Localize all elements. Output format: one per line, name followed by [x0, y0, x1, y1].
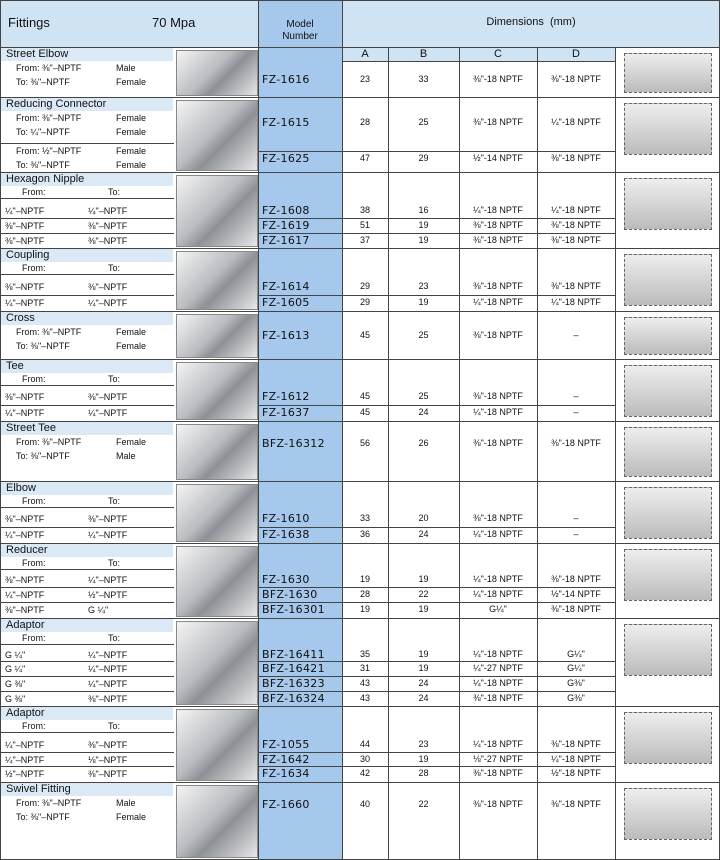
model-header-line1: Model: [286, 19, 314, 30]
dim-value-b: 19: [418, 649, 429, 659]
model-number: FZ-1619: [262, 219, 310, 232]
dimension-diagram: [624, 624, 712, 676]
dimension-diagram: [624, 427, 712, 477]
model-number: BFZ-16324: [262, 692, 325, 705]
row-divider: [258, 766, 615, 767]
dim-value-b: 19: [418, 220, 429, 230]
dim-value-c: G¼": [489, 604, 507, 614]
to-size: ¼"–NPTF: [88, 679, 128, 689]
dim-col-header-a: A: [361, 48, 369, 60]
model-number: FZ-1630: [262, 573, 310, 586]
to-column-label: To:: [108, 721, 121, 731]
dim-value-d: G⅜": [567, 678, 585, 688]
dim-value-b: 29: [418, 153, 429, 163]
row-divider: [0, 507, 174, 508]
model-number: FZ-1625: [262, 152, 310, 165]
from-size: ¼"–NPTF: [5, 755, 45, 765]
dimensions-unit: (mm): [549, 16, 576, 28]
to-end-type: Female: [116, 341, 147, 351]
to-size: ¼"–NPTF: [88, 650, 128, 660]
to-size: ⅜"–NPTF: [88, 769, 128, 779]
dim-value-d: –: [573, 529, 579, 539]
row-divider: [0, 143, 174, 144]
dim-value-a: 45: [359, 330, 370, 340]
dimension-diagram: [624, 317, 712, 355]
dim-value-c: ¼"-18 NPTF: [473, 649, 523, 659]
model-number: FZ-1613: [262, 329, 310, 342]
dim-value-b: 19: [418, 574, 429, 584]
to-size: G ¼": [88, 605, 109, 615]
dim-value-a: 40: [359, 799, 370, 809]
model-number: FZ-1634: [262, 767, 310, 780]
from-column-label: From:: [22, 374, 46, 384]
dim-value-d: ⅜"-18 NPTF: [551, 574, 601, 584]
row-divider: [0, 587, 174, 588]
row-divider: [0, 602, 174, 603]
section-title: Street Tee: [6, 422, 56, 434]
to-end-type: Female: [116, 160, 147, 170]
from-column-label: From:: [22, 558, 46, 568]
pressure-rating: 70 Mpa: [152, 15, 196, 30]
fitting-photo: [176, 709, 258, 781]
row-divider: [258, 527, 615, 528]
row-divider: [0, 274, 174, 275]
dim-value-c: ¼"-18 NPTF: [473, 678, 523, 688]
dim-value-a: 43: [359, 678, 370, 688]
dim-value-b: 25: [418, 391, 429, 401]
to-size: ¼"–NPTF: [88, 530, 128, 540]
row-divider: [0, 405, 174, 406]
model-number: FZ-1616: [262, 73, 310, 86]
dim-value-a: 19: [359, 574, 370, 584]
from-end-type: Female: [116, 113, 147, 123]
from-size: ¼"–NPTF: [5, 530, 45, 540]
to-size: ¼"–NPTF: [88, 298, 128, 308]
from-column-label: From:: [22, 263, 46, 273]
dim-value-c: ¼"-18 NPTF: [473, 589, 523, 599]
dim-value-b: 25: [418, 330, 429, 340]
from-size: ⅜"–NPTF: [5, 392, 45, 402]
dim-value-c: ¼"-27 NPTF: [473, 663, 523, 673]
dim-col-divider: [459, 47, 460, 859]
dim-value-a: 28: [359, 117, 370, 127]
row-divider: [0, 295, 174, 296]
fittings-title: Fittings: [8, 15, 50, 30]
from-size: ⅜"–NPTF: [5, 282, 45, 292]
dimensions-label: Dimensions: [486, 16, 544, 28]
dim-value-d: ¼"-18 NPTF: [551, 297, 601, 307]
to-size: To: ⅜"–NPTF: [16, 812, 70, 822]
row-divider: [0, 527, 174, 528]
dim-value-b: 22: [418, 589, 429, 599]
fitting-photo: [176, 546, 258, 617]
dim-value-c: ⅜"-18 NPTF: [473, 330, 523, 340]
dim-value-c: ⅜"-18 NPTF: [473, 235, 523, 245]
to-size: ⅜"–NPTF: [88, 236, 128, 246]
dim-value-c: ⅜"-18 NPTF: [473, 220, 523, 230]
to-size: ¼"–NPTF: [88, 575, 128, 585]
from-size: ⅜"–NPTF: [5, 605, 45, 615]
dim-value-c: ¼"-18 NPTF: [473, 739, 523, 749]
to-end-type: Female: [116, 127, 147, 137]
to-size: ⅜"–NPTF: [88, 392, 128, 402]
to-column-label: To:: [108, 633, 121, 643]
dim-value-d: ⅜"-18 NPTF: [551, 235, 601, 245]
dim-value-a: 43: [359, 693, 370, 703]
model-number: FZ-1614: [262, 280, 310, 293]
section-title: Adaptor: [6, 619, 45, 631]
dim-value-a: 38: [359, 205, 370, 215]
row-divider: [258, 602, 615, 603]
to-size: To: ⅜"–NPTF: [16, 160, 70, 170]
to-size: ⅜"–NPTF: [88, 740, 128, 750]
model-number: FZ-1660: [262, 798, 310, 811]
dim-col-header-b: B: [419, 48, 428, 60]
dim-value-d: ⅜"-18 NPTF: [551, 604, 601, 614]
dim-value-c: ¼"-18 NPTF: [473, 297, 523, 307]
row-divider: [258, 691, 615, 692]
from-size: G ⅜": [5, 694, 26, 704]
to-column-label: To:: [108, 558, 121, 568]
from-size: ¼"–NPTF: [5, 206, 45, 216]
dim-value-b: 19: [418, 663, 429, 673]
dim-value-b: 24: [418, 678, 429, 688]
dim-value-b: 24: [418, 407, 429, 417]
section-title: Adaptor: [6, 707, 45, 719]
to-size: To: ¼"–NPTF: [16, 127, 70, 137]
dim-col-divider: [388, 47, 389, 859]
dim-value-a: 47: [359, 153, 370, 163]
dim-value-d: –: [573, 330, 579, 340]
from-size: ¼"–NPTF: [5, 298, 45, 308]
dim-value-c: ⅜"-18 NPTF: [473, 438, 523, 448]
from-size: From: ⅜"–NPTF: [16, 327, 82, 337]
from-end-type: Male: [116, 798, 136, 808]
dim-value-c: ¼"-18 NPTF: [473, 205, 523, 215]
dim-value-c: ⅜"-18 NPTF: [473, 391, 523, 401]
from-size: ⅜"–NPTF: [5, 236, 45, 246]
dim-value-a: 31: [359, 663, 370, 673]
from-size: ⅜"–NPTF: [5, 514, 45, 524]
dim-value-d: ⅜"-18 NPTF: [551, 74, 601, 84]
dim-value-a: 29: [359, 297, 370, 307]
dim-value-a: 37: [359, 235, 370, 245]
row-divider: [0, 569, 174, 570]
dim-value-d: G⅜": [567, 693, 585, 703]
row-divider: [0, 218, 174, 219]
row-divider: [258, 405, 615, 406]
dim-value-c: ½"-14 NPTF: [473, 153, 523, 163]
to-size: ¼"–NPTF: [88, 408, 128, 418]
dim-value-c: ⅛"-27 NPTF: [473, 754, 523, 764]
dim-value-a: 51: [359, 220, 370, 230]
model-number: FZ-1610: [262, 512, 310, 525]
to-size: ⅜"–NPTF: [88, 514, 128, 524]
fitting-photo: [176, 100, 258, 171]
to-end-type: Female: [116, 77, 147, 87]
row-divider: [258, 295, 615, 296]
dim-col-header-c: C: [494, 48, 502, 60]
to-size: ¼"–NPTF: [88, 664, 128, 674]
from-column-label: From:: [22, 721, 46, 731]
dim-value-c: ⅜"-18 NPTF: [473, 281, 523, 291]
row-divider: [258, 661, 615, 662]
from-end-type: Female: [116, 146, 147, 156]
dimension-diagram: [624, 788, 712, 840]
dim-value-a: 29: [359, 281, 370, 291]
to-size: ⅛"–NPTF: [88, 755, 128, 765]
to-end-type: Male: [116, 451, 136, 461]
section-title: Cross: [6, 312, 35, 324]
model-number: FZ-1055: [262, 738, 310, 751]
dim-value-d: ½"-14 NPTF: [551, 589, 601, 599]
dim-value-c: ¼"-18 NPTF: [473, 407, 523, 417]
model-number: BFZ-16301: [262, 603, 325, 616]
dim-value-b: 19: [418, 235, 429, 245]
from-column-label: From:: [22, 633, 46, 643]
to-size: ⅜"–NPTF: [88, 282, 128, 292]
dim-col-divider: [537, 47, 538, 859]
dim-value-a: 44: [359, 739, 370, 749]
from-size: From: ½"–NPTF: [16, 146, 82, 156]
row-divider: [0, 732, 174, 733]
dim-value-d: ¼"-18 NPTF: [551, 117, 601, 127]
to-column-label: To:: [108, 187, 121, 197]
dim-value-c: ⅜"-18 NPTF: [473, 513, 523, 523]
fitting-photo: [176, 362, 258, 420]
row-divider: [258, 218, 615, 219]
row-divider: [258, 587, 615, 588]
model-number: FZ-1612: [262, 390, 310, 403]
dim-value-b: 20: [418, 513, 429, 523]
dim-value-d: ⅜"-18 NPTF: [551, 739, 601, 749]
section-title: Elbow: [6, 482, 36, 494]
dimension-diagram: [624, 254, 712, 306]
dim-value-a: 30: [359, 754, 370, 764]
fitting-photo: [176, 424, 258, 480]
model-number: BFZ-16421: [262, 662, 325, 675]
dim-value-a: 45: [359, 391, 370, 401]
section-title: Street Elbow: [6, 48, 69, 60]
dim-value-d: ¼"-18 NPTF: [551, 205, 601, 215]
dim-value-d: ⅜"-18 NPTF: [551, 220, 601, 230]
dim-value-c: ¼"-18 NPTF: [473, 574, 523, 584]
fitting-photo: [176, 175, 258, 247]
row-divider: [258, 233, 615, 234]
dim-value-b: 23: [418, 739, 429, 749]
fitting-photo: [176, 484, 258, 542]
from-size: ¼"–NPTF: [5, 740, 45, 750]
to-size: To: ⅜"–NPTF: [16, 451, 70, 461]
from-size: G ⅜": [5, 679, 26, 689]
model-number: BFZ-16312: [262, 437, 325, 450]
from-end-type: Male: [116, 63, 136, 73]
from-size: ⅜"–NPTF: [5, 575, 45, 585]
dim-value-a: 45: [359, 407, 370, 417]
dimension-diagram: [624, 103, 712, 155]
to-column-label: To:: [108, 263, 121, 273]
dim-value-b: 19: [418, 297, 429, 307]
dim-value-d: ½"-18 NPTF: [551, 768, 601, 778]
from-column-label: From:: [22, 187, 46, 197]
dim-value-d: –: [573, 391, 579, 401]
row-divider: [0, 385, 174, 386]
model-number: BFZ-1630: [262, 588, 318, 601]
dim-value-b: 24: [418, 529, 429, 539]
section-title: Swivel Fitting: [6, 783, 71, 795]
from-size: From: ⅜"–NPTF: [16, 63, 82, 73]
dim-value-a: 28: [359, 589, 370, 599]
fitting-photo: [176, 314, 258, 358]
dim-value-b: 19: [418, 754, 429, 764]
dim-value-d: G¼": [567, 663, 585, 673]
model-number: FZ-1637: [262, 406, 310, 419]
dim-value-b: 16: [418, 205, 429, 215]
fitting-photo: [176, 785, 258, 858]
dim-value-a: 36: [359, 529, 370, 539]
dim-value-d: ⅜"-18 NPTF: [551, 281, 601, 291]
dimension-diagram: [624, 549, 712, 601]
model-number: BFZ-16411: [262, 648, 325, 661]
to-size: ⅜"–NPTF: [88, 221, 128, 231]
dim-value-b: 23: [418, 281, 429, 291]
row-divider: [0, 644, 174, 645]
dim-value-b: 19: [418, 604, 429, 614]
section-title: Coupling: [6, 249, 50, 261]
dim-value-b: 28: [418, 768, 429, 778]
model-number: FZ-1615: [262, 116, 310, 129]
model-col-right: [342, 0, 343, 859]
model-number: BFZ-16323: [262, 677, 325, 690]
model-number: FZ-1638: [262, 528, 310, 541]
dim-value-b: 25: [418, 117, 429, 127]
dim-value-a: 33: [359, 513, 370, 523]
fitting-photo: [176, 50, 258, 96]
row-divider: [0, 752, 174, 753]
from-size: From: ⅜"–NPTF: [16, 113, 82, 123]
row-divider: [258, 151, 615, 152]
frame-top: [0, 0, 720, 1]
section-title: Reducing Connector: [6, 98, 107, 110]
model-col-left: [258, 0, 259, 859]
from-size: G ¼": [5, 650, 26, 660]
dim-col-header-d: D: [572, 48, 580, 60]
to-size: ¼"–NPTF: [88, 206, 128, 216]
model-number: FZ-1642: [262, 753, 310, 766]
dim-value-d: –: [573, 407, 579, 417]
dim-value-c: ⅜"-18 NPTF: [473, 799, 523, 809]
row-divider: [0, 198, 174, 199]
row-divider: [0, 766, 174, 767]
to-column-label: To:: [108, 374, 121, 384]
from-column-label: From:: [22, 496, 46, 506]
dimension-diagram: [624, 712, 712, 764]
dim-value-b: 24: [418, 693, 429, 703]
dim-value-c: ⅜"-18 NPTF: [473, 117, 523, 127]
row-divider: [0, 661, 174, 662]
dim-value-c: ⅜"-18 NPTF: [473, 74, 523, 84]
from-size: From: ⅜"–NPTF: [16, 798, 82, 808]
model-number: FZ-1605: [262, 296, 310, 309]
to-size: To: ⅜"–NPTF: [16, 77, 70, 87]
to-column-label: To:: [108, 496, 121, 506]
row-divider: [258, 752, 615, 753]
model-header-line2: Number: [282, 31, 318, 42]
dim-value-a: 56: [359, 438, 370, 448]
dim-value-b: 26: [418, 438, 429, 448]
dimension-diagram: [624, 487, 712, 539]
model-number: FZ-1608: [262, 204, 310, 217]
from-size: G ¼": [5, 664, 26, 674]
row-divider: [258, 676, 615, 677]
dim-value-c: ⅜"-18 NPTF: [473, 693, 523, 703]
section-title-bar: [1, 360, 173, 373]
dim-value-d: ⅜"-18 NPTF: [551, 799, 601, 809]
dim-value-d: ¼"-18 NPTF: [551, 754, 601, 764]
dimension-diagram: [624, 178, 712, 230]
dim-value-d: ⅜"-18 NPTF: [551, 153, 601, 163]
from-end-type: Female: [116, 437, 147, 447]
model-number: FZ-1617: [262, 234, 310, 247]
section-title: Hexagon Nipple: [6, 173, 85, 185]
from-size: ½"–NPTF: [5, 769, 45, 779]
to-size: ½"–NPTF: [88, 590, 128, 600]
section-title: Tee: [6, 360, 24, 372]
from-size: ¼"–NPTF: [5, 590, 45, 600]
to-end-type: Female: [116, 812, 147, 822]
dim-value-a: 42: [359, 768, 370, 778]
from-end-type: Female: [116, 327, 147, 337]
dimensions-header: [342, 16, 720, 28]
section-title: Reducer: [6, 544, 48, 556]
from-size: ¼"–NPTF: [5, 408, 45, 418]
dim-value-a: 23: [359, 74, 370, 84]
dim-value-d: ⅜"-18 NPTF: [551, 438, 601, 448]
dim-value-d: G¼": [567, 649, 585, 659]
dim-value-b: 22: [418, 799, 429, 809]
dim-value-d: –: [573, 513, 579, 523]
dim-value-a: 35: [359, 649, 370, 659]
dimension-diagram: [624, 53, 712, 93]
row-divider: [0, 676, 174, 677]
dimension-diagram: [624, 365, 712, 417]
from-size: From: ⅜"–NPTF: [16, 437, 82, 447]
row-divider: [0, 233, 174, 234]
to-size: To: ⅜"–NPTF: [16, 341, 70, 351]
letter-row-bottom: [342, 61, 615, 62]
to-size: ⅜"–NPTF: [88, 694, 128, 704]
dim-value-c: ¼"-18 NPTF: [473, 529, 523, 539]
from-size: ⅜"–NPTF: [5, 221, 45, 231]
dim-value-c: ⅜"-18 NPTF: [473, 768, 523, 778]
fitting-photo: [176, 621, 258, 705]
diagram-col-left: [615, 47, 616, 859]
dim-value-b: 33: [418, 74, 429, 84]
row-divider: [0, 691, 174, 692]
dim-value-a: 19: [359, 604, 370, 614]
fitting-photo: [176, 251, 258, 310]
